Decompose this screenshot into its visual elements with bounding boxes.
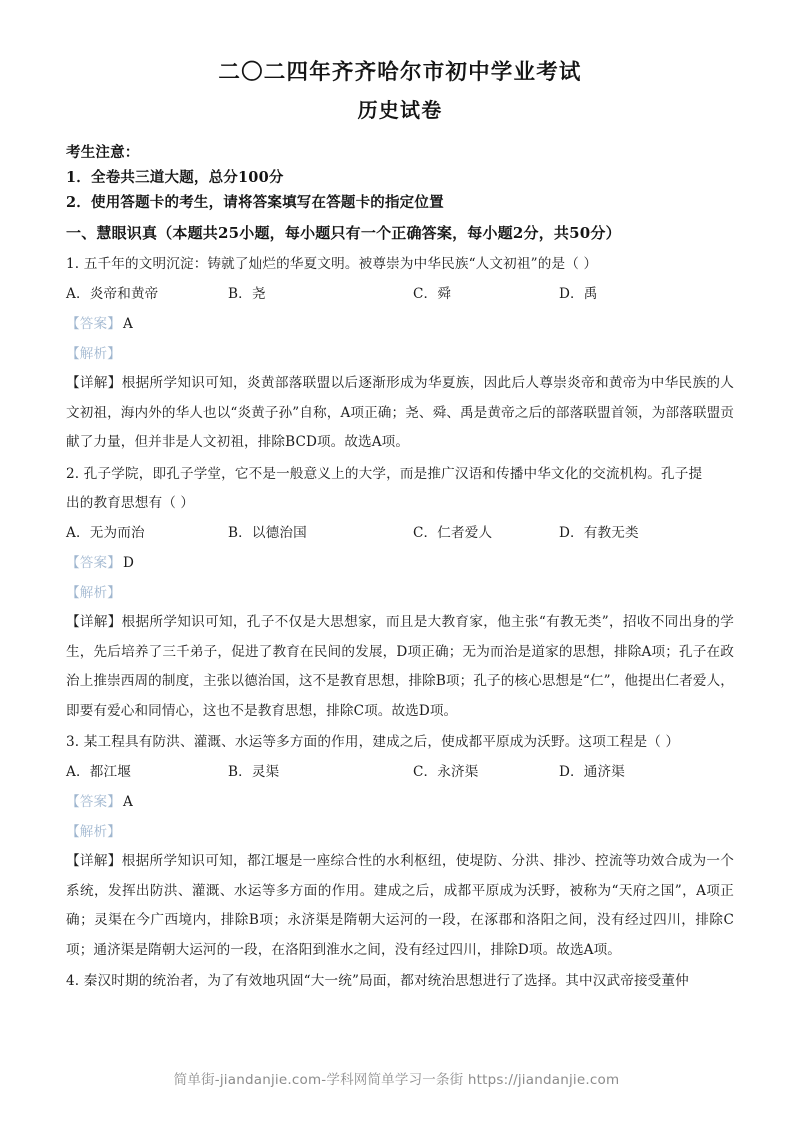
detail-text: 根据所学知识可知，孔子不仅是大思想家，而且是大教育家，他主张“有教无类”，招收不同出身的学生，先后培养了三千弟子，促进了教育在民间的发展，D项正确；无为而治是道家的思想，排除A项；孔子在政治上推崇西周的制度，主张以德治国，这不是教育思想，排除B项；孔子的核心思想是“仁”，他提出仁者爱人，即要有爱心和同情心，这也不是教育思想，排除C项。故选D项。: [66, 614, 734, 719]
detail-tag: 【详解】: [66, 614, 122, 630]
question-options: [66, 758, 734, 788]
question-stem: 1. 五千年的文明沉淀：铸就了灿烂的华夏文明。被尊崇为中华民族“人文初祖”的是（ ）: [66, 256, 598, 272]
option-a[interactable]: A．无为而治: [66, 524, 145, 541]
detail-tag: 【详解】: [66, 375, 122, 391]
notice-item-1: 1．全卷共三道大题，总分100分: [66, 169, 284, 186]
analysis-tag: 【解析】: [66, 824, 121, 840]
option-a[interactable]: A．炎帝和黄帝: [66, 285, 159, 302]
detail-text: 根据所学知识可知，炎黄部落联盟以后逐渐形成为华夏族，因此后人尊崇炎帝和黄帝为中华民族的人文初祖，海内外的华人也以“炎黄子孙”自称，A项正确；尧、舜、禹是黄帝之后的部落联盟首领，为部落联盟贡献了力量，但并非是人文初祖，排除BCD项。故选A项。: [66, 375, 734, 450]
detail-paragraph: [66, 369, 734, 458]
question-options: [66, 519, 734, 549]
option-b[interactable]: B．尧: [228, 285, 266, 302]
option-c[interactable]: C．永济渠: [413, 763, 479, 780]
answer-line: [66, 309, 734, 339]
question-stem-line-2: 出的教育思想有（ ）: [66, 495, 195, 511]
answer-value: A: [122, 316, 133, 332]
option-c[interactable]: C．舜: [413, 285, 452, 302]
answer-value: D: [122, 555, 135, 571]
answer-value: A: [122, 794, 133, 810]
option-b[interactable]: B．以德治国: [228, 524, 307, 541]
option-b[interactable]: B．灵渠: [228, 763, 280, 780]
answer-line: [66, 548, 734, 578]
question-block: [66, 250, 734, 458]
analysis-line: [66, 578, 734, 608]
question-options: [66, 280, 734, 310]
question-block: [66, 728, 734, 965]
answer-line: [66, 787, 734, 817]
question-stem: 4. 秦汉时期的统治者，为了有效地巩固“大一统”局面，都对统治思想进行了选择。其中汉武帝接受董仲: [66, 973, 689, 989]
footer-watermark: 简单街-jiandanjie.com-学科网简单学习一条街 https://jiandanjie.com: [173, 1072, 620, 1088]
analysis-tag: 【解析】: [66, 585, 121, 601]
answer-tag: 【答案】: [66, 555, 121, 571]
analysis-line: [66, 817, 734, 847]
question-stem-line-1: 2. 孔子学院，即孔子学堂，它不是一般意义上的大学，而是推广汉语和传播中华文化的交流机构。孔子提: [66, 465, 703, 482]
option-a[interactable]: A．都江堰: [66, 763, 131, 780]
notice-heading: 考生注意：: [66, 144, 140, 161]
answer-tag: 【答案】: [66, 316, 121, 332]
detail-text: 根据所学知识可知，都江堰是一座综合性的水利枢纽，使堤防、分洪、排沙、控流等功效合成为一个系统，发挥出防洪、灌溉、水运等多方面的作用。建成之后，成都平原成为沃野，被称为“天府之国”，A项正确；灵渠在今广西境内，排除B项；永济渠是隋朝大运河的一段，在涿郡和洛阳之间，没有经过四川，排除C项；通济渠是隋朝大运河的一段，在洛阳到淮水之间，没有经过四川，排除D项。故选A项。: [66, 853, 734, 958]
option-d[interactable]: D．禹: [559, 285, 598, 302]
page-title: 二〇二四年齐齐哈尔市初中学业考试: [218, 60, 582, 85]
notice-item-2: 2．使用答题卡的考生，请将答案填写在答题卡的指定位置: [66, 194, 444, 211]
detail-tag: 【详解】: [66, 853, 122, 869]
section-heading: 一、慧眼识真（本题共25小题，每小题只有一个正确答案，每小题2分，共50分）: [66, 224, 621, 242]
answer-tag: 【答案】: [66, 794, 121, 810]
option-d[interactable]: D．通济渠: [559, 763, 626, 780]
analysis-line: [66, 339, 734, 369]
option-c[interactable]: C．仁者爱人: [413, 524, 493, 541]
page-subtitle: 历史试卷: [357, 98, 443, 122]
question-stem: 3. 某工程具有防洪、灌溉、水运等多方面的作用，建成之后，使成都平原成为沃野。这项工程是（ ）: [66, 734, 680, 750]
detail-paragraph: [66, 608, 734, 726]
question-block: [66, 460, 734, 727]
candidate-notice: [66, 140, 734, 215]
document-content: [66, 56, 734, 999]
option-d[interactable]: D．有教无类: [559, 524, 639, 541]
analysis-tag: 【解析】: [66, 346, 121, 362]
question-stem: [66, 460, 734, 519]
question-block-truncated: [66, 967, 734, 997]
detail-paragraph: [66, 847, 734, 965]
